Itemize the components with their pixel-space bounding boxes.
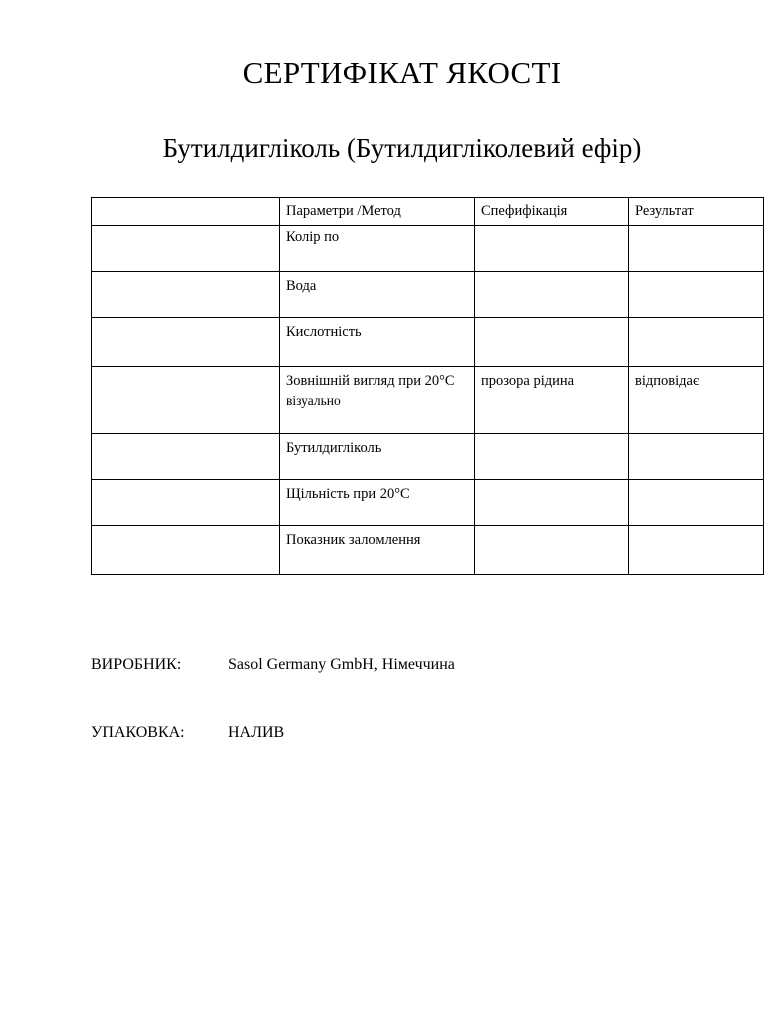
result-cell	[629, 226, 764, 272]
table-row	[92, 434, 764, 480]
table-row	[92, 480, 764, 526]
param-cell: Вода	[280, 272, 475, 318]
header-blank	[92, 198, 280, 226]
header-specification: Спефифікація	[475, 198, 629, 226]
row-blank-cell	[92, 526, 280, 575]
param-cell: Бутилдигліколь	[280, 434, 475, 480]
table-row	[92, 367, 764, 434]
spec-cell: прозора рідина	[475, 367, 629, 434]
packaging-label: УПАКОВКА:	[91, 724, 185, 741]
table-row	[92, 272, 764, 318]
result-cell	[629, 480, 764, 526]
table-row	[92, 226, 764, 272]
spec-cell	[475, 318, 629, 367]
result-cell	[629, 434, 764, 480]
table-row	[92, 318, 764, 367]
param-method: візуально	[286, 393, 341, 408]
param-cell: Кислотність	[280, 318, 475, 367]
param-cell: Щільність при 20°С	[280, 480, 475, 526]
result-cell	[629, 272, 764, 318]
param-cell: Колір по	[280, 226, 475, 272]
product-name: Бутилдигліколь (Бутилдигліколевий ефір)	[162, 133, 642, 163]
spec-cell	[475, 226, 629, 272]
row-blank-cell	[92, 434, 280, 480]
row-blank-cell	[92, 480, 280, 526]
packaging-row	[91, 722, 284, 744]
row-blank-cell	[92, 226, 280, 272]
row-blank-cell	[92, 367, 280, 434]
spec-cell	[475, 526, 629, 575]
param-cell: Показник заломлення	[280, 526, 475, 575]
row-blank-cell	[92, 272, 280, 318]
table-header-row	[92, 198, 764, 226]
row-blank-cell	[92, 318, 280, 367]
spec-cell	[475, 272, 629, 318]
header-parameters: Параметри /Метод	[280, 198, 475, 226]
result-cell	[629, 526, 764, 575]
manufacturer-row	[91, 654, 455, 676]
manufacturer-label: ВИРОБНИК:	[91, 656, 182, 673]
quality-parameters-table	[91, 197, 764, 575]
manufacturer-value: Sasol Germany GmbH, Німеччина	[228, 656, 455, 673]
spec-cell	[475, 434, 629, 480]
packaging-value: НАЛИВ	[228, 724, 285, 741]
table-row	[92, 526, 764, 575]
document-title: СЕРТИФІКАТ ЯКОСТІ	[242, 55, 562, 90]
result-cell: відповідає	[629, 367, 764, 434]
param-cell	[280, 367, 475, 434]
spec-cell	[475, 480, 629, 526]
header-result: Результат	[629, 198, 764, 226]
result-cell	[629, 318, 764, 367]
param-text: Зовнішній вигляд при 20°С	[286, 373, 455, 389]
